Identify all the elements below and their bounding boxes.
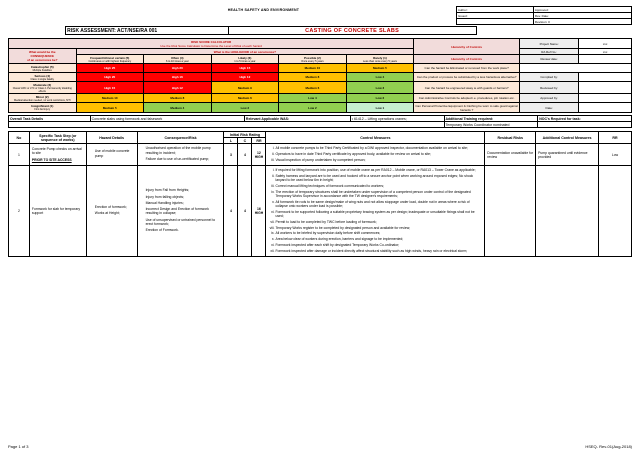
col-residual-risks: Residual Risks [485, 132, 536, 144]
likelihood-col-2 [211, 55, 279, 64]
page-footer [8, 444, 632, 449]
table-row [9, 166, 632, 257]
review-date-value[interactable] [579, 55, 632, 64]
matrix-cell-0-3: Medium 10 [279, 64, 347, 73]
rev-date-label: Rev. Date: [533, 13, 631, 19]
matrix-cell-3-1: Medium 8 [144, 94, 212, 103]
matrix-cell-0-1: High 20 [144, 64, 212, 73]
header-title: HEALTH SAFETY AND ENVIRONMENT [227, 7, 300, 12]
header-subbar [8, 26, 632, 35]
legislation-value[interactable]: • 61412 – Lifting operations cranes; [350, 116, 444, 122]
row1-rating-c: 4 [238, 144, 252, 166]
matrix-cell-4-1: Medium 4 [144, 103, 212, 113]
col-rating-rr: RR [252, 138, 266, 144]
row2-control-6: vii. Permit to load to be completed by TWC before loading of formwork; [275, 220, 482, 224]
matrix-cell-2-0: High 15 [76, 82, 144, 94]
matrix-cell-3-2: Medium 6 [211, 94, 279, 103]
col-additional-controls: Additional Control Measures [536, 132, 599, 144]
matrix-cell-1-1: High 16 [144, 73, 212, 82]
footer-doc-ref: HSEQ- Rev-01(Aug-2018) [585, 444, 632, 449]
row1-control-0: i. All mobile concrete pumps to be Third Party Certificated by a DWI approved inspector, documentation available on arrival to site; [275, 146, 482, 150]
matrix-cell-0-4: Medium 5 [346, 64, 414, 73]
row2-consequence-0: • Injury from Fall from Heights; [146, 188, 222, 192]
col-hazard: Hazard Details [86, 132, 137, 144]
matrix-cell-4-0: Medium 5 [76, 103, 144, 113]
row1-controls [266, 144, 485, 166]
severity-row-0-label: Catastrophic (5) [30, 64, 54, 69]
row2-consequence-1: • Injury from falling objects; [146, 195, 222, 199]
consequence-header-l1: What would be the [29, 50, 56, 54]
severity-row-4 [9, 103, 77, 113]
approved-label: Approved: [533, 7, 631, 13]
risk-assessment-ref: RISK ASSESSMENT: ACT/NSE/RA 001 [66, 27, 228, 35]
severity-row-0-sub: Multiple Fatalities [32, 68, 52, 72]
severity-row-2-sub: Class2 LWC or LTC or Class 1 Permanently disabling effects [12, 86, 72, 93]
row1-rr: Low [599, 144, 632, 166]
severity-row-1-label: Serious (4) [34, 73, 51, 78]
col-rating-l: L [224, 138, 238, 144]
hierarchy-item-1: Can the product or process be substituted by a less hazardous alternative? [414, 73, 520, 82]
training-value[interactable]: Temporary Works Coordinator nominated [444, 122, 538, 128]
noc-label: NOC's Required for task: [538, 116, 632, 122]
severity-row-4-sub: First Aid injury [34, 108, 51, 111]
matrix-cell-2-4: Low 3 [346, 82, 414, 94]
complied-by-value[interactable] [579, 73, 632, 82]
noc-value[interactable] [538, 122, 632, 128]
row1-control-2: iii. Visual inspection of pump undertaken by competent person; [275, 158, 482, 162]
matrix-cell-1-0: High 20 [76, 73, 144, 82]
matrix-cell-2-3: Medium 6 [279, 82, 347, 94]
reviewed-by-value[interactable] [579, 82, 632, 94]
col-rating-c: C [238, 138, 252, 144]
ra-ref-value[interactable]: xxx [579, 49, 632, 55]
col-initial-rating: Initial Risk Rating [224, 132, 266, 138]
row2-hazard-1: • Works at Height; [95, 211, 135, 215]
hierarchy-title: Hierarchy of Controls [414, 39, 520, 55]
approved-by-value[interactable] [579, 94, 632, 103]
likelihood-col-4-title: Rarely (1) [373, 55, 387, 60]
likelihood-col-4 [346, 55, 414, 64]
overall-task-band [8, 115, 632, 128]
col-rr: RR [599, 132, 632, 144]
matrix-cell-2-2: Medium 9 [211, 82, 279, 94]
severity-row-3-sub: Medical attention needed, no work restrictions, MTI [13, 98, 71, 102]
row2-control-5: vi. Formwork to be supported following a suitable proprietary bracing system as per design; inadequate or unsuitable fixings shall not be used; [275, 210, 482, 219]
row1-rating-rr-label: HIGH [254, 154, 264, 159]
likelihood-col-1 [144, 55, 212, 64]
date-value[interactable] [579, 103, 632, 113]
row2-no: 2 [9, 166, 30, 257]
row2-control-4: v. All formwork tie rods to be same design/make of wing nuts and not allow stoppage under load, double nut in areas where a risk of collapse onto workers under load is possible; [275, 200, 482, 209]
project-name-label: Project Name: [520, 39, 579, 49]
row1-hazard-0: • Use of mobile concrete pump [95, 149, 135, 158]
hierarchy-item-0: Can the hazard be Eliminated or removed from the work place? [414, 64, 520, 73]
row2-control-2: iii. Correct manual lifting techniques of formwork communicated to workers; [275, 184, 482, 188]
matrix-cell-0-0: High 25 [76, 64, 144, 73]
row2-rating-c: 4 [238, 166, 252, 257]
overall-task-label: Overall Task Details [9, 116, 91, 122]
calculator-title-text: RISK SCORE CALCULATOR [191, 39, 232, 44]
row2-additional [536, 166, 599, 257]
severity-row-1 [9, 73, 77, 82]
likelihood-col-4-sub: Less than once every 5 years [362, 59, 397, 63]
row2-residual [485, 166, 536, 257]
likelihood-col-2-title: Likely (3) [238, 55, 252, 60]
document-subject: CASTING OF CONCRETE SLABS [228, 27, 476, 35]
col-no: No [9, 132, 30, 144]
row2-rating-rr-value: 16 [257, 207, 261, 212]
row1-consequences [137, 144, 224, 166]
matrix-cell-2-1: High 12 [144, 82, 212, 94]
row1-hazards [86, 144, 137, 166]
risk-score-calculator [8, 38, 632, 113]
row2-control-7: viii. Temporary Works register to be completed by designated person and available for review; [275, 226, 482, 230]
row2-consequence-3: • Incorrect Design and Erection of formwork resulting in collapse; [146, 207, 222, 216]
row1-rating-l: 3 [224, 144, 238, 166]
row2-consequence-4: • Use of unsupervised or untrained personnel to erect formwork; [146, 218, 222, 227]
blank-cell [456, 19, 533, 25]
likelihood-col-3-sub: Once every 5 years [301, 59, 324, 63]
severity-row-3 [9, 94, 77, 103]
hierarchy-item-4: Can Personal Protective Equipment & Clothing be worn to safe guard against hazards ? [415, 103, 518, 112]
hierarchy-title-2: Hierarchy of Controls [414, 55, 520, 64]
row2-rating-rr-label: HIGH [254, 211, 264, 216]
row2-hazards [86, 166, 137, 257]
row1-rating-rr-value: 12 [257, 150, 261, 155]
matrix-cell-1-4: Low 4 [346, 73, 414, 82]
consequence-header-l3: of an occurrence be? [27, 58, 58, 62]
likelihood-col-2-sub: 1 to 5 times a year [234, 59, 256, 63]
row2-control-0: i. If required for lifting formwork into position, use of mobile crane as per RA012 – Mobile crane, or RA013 – Tower Crane as applicable; [275, 168, 482, 172]
likelihood-col-3-title: Possible (2) [303, 55, 321, 60]
row2-control-10: xi. Formwork inspected after each shift by designated Temporary Works Co-ordinator; [275, 243, 482, 247]
severity-row-2 [9, 82, 77, 94]
issued-label: Issued: [456, 13, 533, 19]
ra-ref-label: RA Ref No.: [520, 49, 579, 55]
row1-task [29, 144, 86, 166]
review-date-label: Review date: [520, 55, 579, 64]
likelihood-col-1-title: Often (4) [171, 55, 184, 60]
row2-consequence-2: • Manual Handling injuries; [146, 201, 222, 205]
likelihood-header: What is the LIKELIHOOD of an occurrence? [76, 49, 414, 55]
footer-page-number: Page 1 of 3 [8, 444, 29, 449]
row1-task-note: PRIOR TO SITE ACCESS [31, 158, 72, 163]
matrix-cell-3-4: Low 2 [346, 94, 414, 103]
risk-assessment-table [8, 131, 632, 257]
legislation-label: Relevant Applicable WAS: [244, 116, 350, 122]
calculator-subtitle: Use the Risk Score Calculator to Determine the Level of Risk of each hazard [160, 43, 262, 48]
overall-task-value[interactable]: Concrete slabs using formwork and falsework [90, 116, 244, 122]
author-label: Author: [456, 7, 533, 13]
complied-by-label: Complied by: [520, 73, 579, 82]
table-row [9, 144, 632, 166]
likelihood-col-3 [279, 55, 347, 64]
row2-control-8: ix. All workers to be briefed by supervision daily before shift commences; [275, 231, 482, 235]
hierarchy-item-2: Can the hazard be engineered away ie with guards or barriers? [414, 82, 520, 94]
severity-row-3-label: Minor (2) [35, 94, 49, 99]
approved-by-label: Approved by: [520, 94, 579, 103]
likelihood-col-1-sub: 6 to 10 times a year [165, 59, 189, 63]
row2-task: Formwork for slab for temporary support [29, 166, 86, 257]
row2-controls [266, 166, 485, 257]
revision-label: Revision: 0 [533, 19, 631, 25]
row1-no: 1 [9, 144, 30, 166]
date-label: Date: [520, 103, 579, 113]
consequence-header [9, 49, 77, 64]
severity-row-4-label: Insignificant (1) [31, 104, 54, 108]
overall-task-blank [9, 122, 445, 128]
col-control-measures: Control Measures [266, 132, 485, 144]
training-label: Additional Training required: [444, 116, 538, 122]
col-consequence: Consequence/Risk [137, 132, 224, 144]
row2-hazard-0: • Erection of formwork; [95, 205, 135, 209]
matrix-cell-4-4: Low 1 [346, 103, 414, 113]
document-header [8, 6, 632, 25]
row1-additional: Pump quarantined until evidence provided [536, 144, 599, 166]
row1-rating-rr [252, 144, 266, 166]
matrix-cell-3-3: Low 4 [279, 94, 347, 103]
row1-consequence-0: • Unauthorised operation of the mobile pump resulting in incident; [146, 146, 222, 155]
calculator-title [9, 39, 414, 49]
row2-consequence-5: • Erection of Formwork. [146, 228, 222, 232]
consequence-header-l2: CONSEQUENCE [30, 54, 55, 58]
row2-control-11: xii. Formwork inspected after damage or incident directly affect structural stability such as high winds, heavy rain or electrical storm; [275, 249, 482, 253]
row1-control-1: ii. Operators to have in date Third Party certificate by approved body, available for review on arrival to site; [275, 152, 482, 156]
hierarchy-item-3: Can Administrative Controls be adopted i.e. procedures, job rotation etc. [414, 94, 520, 103]
row2-control-9: x. Area below clear of workers during erection, barriers and signage to be implemented; [275, 237, 482, 241]
matrix-cell-0-2: High 15 [211, 64, 279, 73]
row2-consequences [137, 166, 224, 257]
severity-row-0 [9, 64, 77, 73]
project-name-value[interactable]: xxx [579, 39, 632, 49]
row1-residual: Documentation unavailable for review [485, 144, 536, 166]
likelihood-col-0-sub: Continuous or with highest frequency [88, 59, 132, 63]
likelihood-col-0-title: Frequent/Almost certain (5) [90, 55, 130, 60]
row2-rating-l: 4 [224, 166, 238, 257]
row2-control-3: iv. The erection of temporary structures shall be undertaken under supervision of a competent person under control of the designated Temporary Works Supervisor in accordance with the TW designer's requirements; [275, 190, 482, 199]
severity-row-2-label: Moderate (3) [33, 82, 52, 87]
row2-rating-rr [252, 166, 266, 257]
severity-row-1-sub: Class 1 single fatality [30, 77, 54, 81]
matrix-cell-1-3: Medium 8 [279, 73, 347, 82]
approval-row-blank [520, 64, 632, 73]
row2-rr [599, 166, 632, 257]
row2-control-1: ii. Safety harness and lanyard are to be used and hooked off to a secure anchor point when working around exposed edges; No shock lanyard to be used below 6m in height; [275, 174, 482, 183]
likelihood-col-0 [76, 55, 144, 64]
row1-consequence-1: • Failure due to use of un-certificated pump; [146, 157, 222, 161]
matrix-cell-3-0: Medium 10 [76, 94, 144, 103]
reviewed-by-label: Reviewed by: [520, 82, 579, 94]
matrix-cell-1-2: High 12 [211, 73, 279, 82]
row1-task-text: Concrete Pump checks on arrival to site [31, 147, 82, 156]
matrix-cell-4-2: Low 3 [211, 103, 279, 113]
matrix-cell-4-3: Low 2 [279, 103, 347, 113]
col-task-step: Specific Task Step (or sequence of works) [29, 132, 86, 144]
